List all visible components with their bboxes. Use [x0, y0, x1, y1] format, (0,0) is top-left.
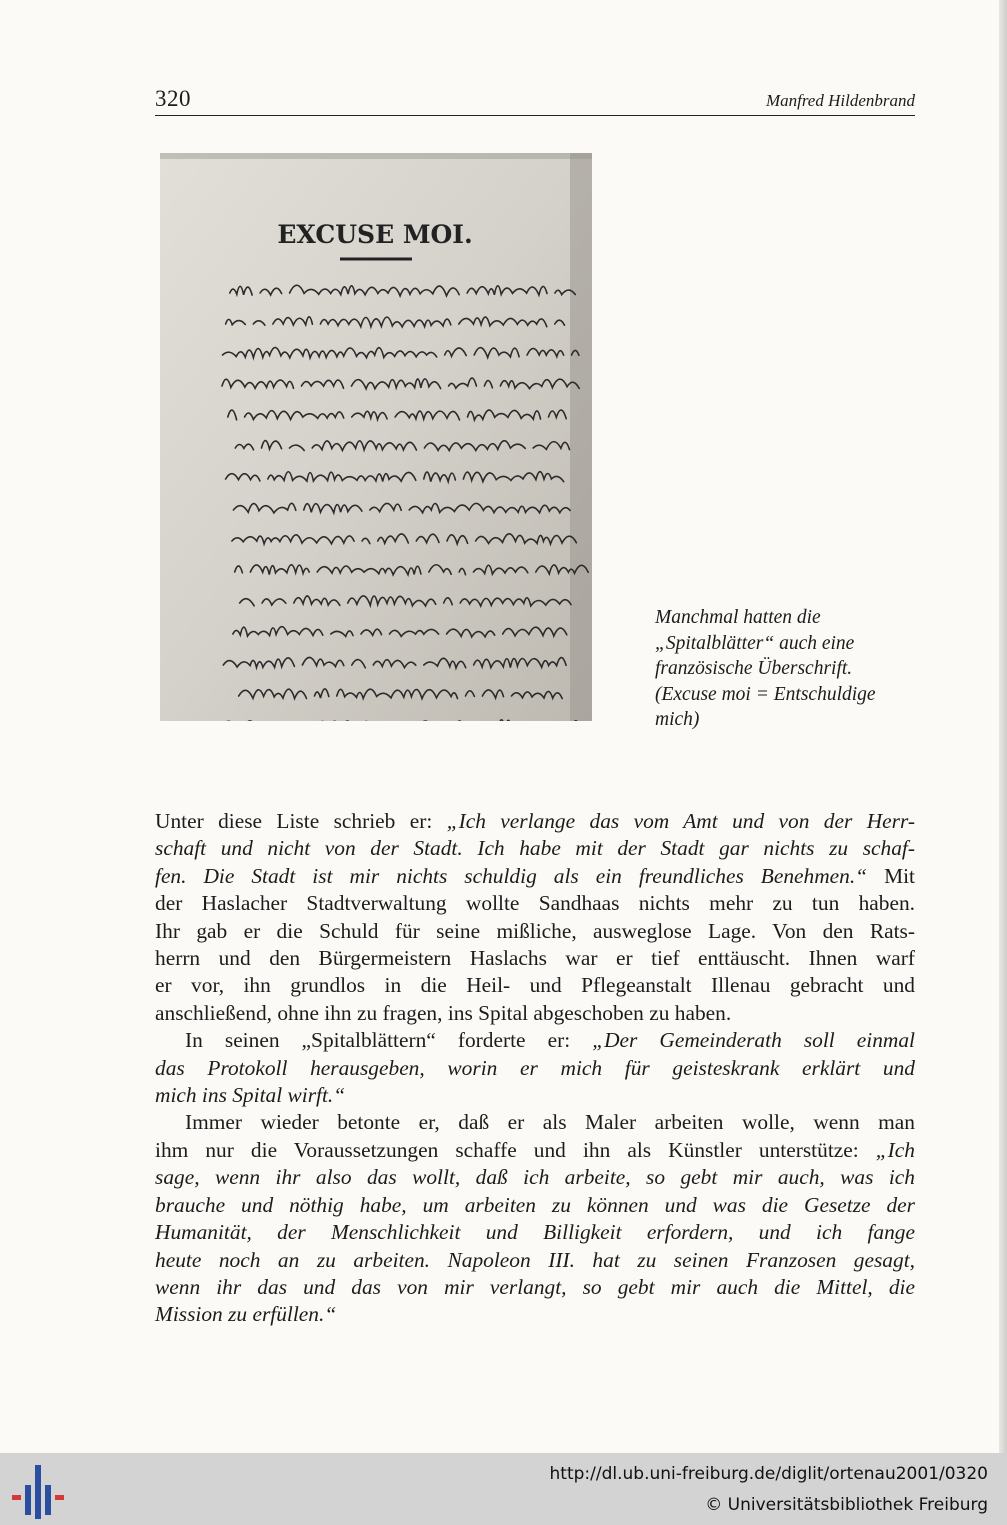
logo-right-dash — [55, 1495, 64, 1500]
quote-text: heute noch an zu arbeiten. Napoleon III. hat zu seinen Franzosen gesagt, — [155, 1247, 915, 1272]
body-line — [155, 808, 915, 835]
quote-text: fen. Die Stadt ist mir nichts schuldig als ein freundliches Benehmen.“ — [155, 863, 868, 888]
header-rule — [155, 115, 915, 116]
body-line — [155, 1219, 915, 1246]
body-line — [155, 1301, 915, 1328]
body-line — [155, 1247, 915, 1274]
body-line — [155, 890, 915, 917]
body-line — [155, 835, 915, 862]
manuscript-title: EXCUSE MOI. — [277, 220, 473, 249]
caption-line: Manchmal hatten die — [655, 607, 821, 628]
logo-left-dash — [12, 1495, 21, 1500]
body-text-run: anschließend, ohne ihn zu fragen, ins Spital abgeschoben zu haben. — [155, 1000, 732, 1025]
body-text-run: Ihr gab er die Schuld für seine mißliche, ausweglose Lage. Von den Rats- — [155, 918, 915, 943]
quote-text: wenn ihr das und das von mir verlangt, so gebt mir auch die Mittel, die — [155, 1274, 915, 1299]
quote-text: „Ich verlange das vom Amt und von der Herr- — [446, 809, 915, 833]
body-line — [155, 972, 915, 999]
manuscript-image — [160, 153, 592, 721]
body-line — [155, 1000, 915, 1027]
library-logo — [12, 1465, 64, 1519]
body-text-run: In seinen „Spitalblättern“ forderte er: — [185, 1028, 593, 1053]
body-text-run: der Haslacher Stadtverwaltung wollte Sandhaas nichts mehr zu tun haben. — [155, 891, 915, 916]
running-head: Manfred Hildenbrand — [765, 91, 915, 110]
body-text-run: ihm nur die Voraussetzungen schaffe und ihn als Künstler unterstütze: — [155, 1137, 876, 1162]
logo-right-bar — [45, 1485, 51, 1515]
body-line — [155, 1109, 915, 1136]
quote-text: das Protokoll herausgeben, worin er mich für geisteskrank erklärt und — [155, 1055, 915, 1080]
body-text-run: herrn und den Bürgermeistern Haslachs war er tief enttäuscht. Ihnen warf — [155, 946, 915, 971]
body-text-run: Unter diese Liste schrieb er: — [155, 809, 447, 833]
caption-line: (Excuse moi = Entschuldige — [655, 683, 876, 705]
body-line — [155, 1082, 915, 1109]
body-text-run: Immer wieder betonte er, daß er als Maler arbeiten wolle, wenn man — [185, 1110, 915, 1135]
page-number: 320 — [155, 86, 191, 111]
quote-text: „Der Gemeinderath soll einmal — [592, 1028, 915, 1053]
body-line — [155, 1055, 915, 1082]
body-text — [155, 808, 915, 1329]
quote-text: „Ich — [875, 1137, 915, 1162]
body-text-run: er vor, ihn grundlos in die Heil- und Pflegeanstalt Illenau gebracht und — [155, 973, 915, 998]
body-text-run: Mit — [867, 863, 915, 888]
body-line — [155, 1027, 915, 1054]
body-line — [155, 863, 915, 890]
manuscript-scan-drawing — [160, 153, 592, 721]
caption-line: „Spitalblätter“ auch eine — [655, 632, 855, 654]
quote-text: Humanität, der Menschlichkeit und Billigkeit erfordern, und ich fange — [155, 1220, 915, 1245]
caption-line: französische Überschrift. — [655, 658, 853, 679]
caption-line: mich) — [655, 709, 700, 730]
quote-text: mich ins Spital wirft.“ — [155, 1083, 346, 1108]
logo-center-bar — [35, 1465, 41, 1519]
body-line — [155, 918, 915, 945]
figure-caption — [655, 605, 917, 733]
body-line — [155, 1164, 915, 1191]
permalink-url[interactable]: http://dl.ub.uni-freiburg.de/diglit/ortenau2001/0320 — [549, 1464, 988, 1484]
body-line — [155, 1192, 915, 1219]
footer-bar — [0, 1453, 1007, 1525]
body-line — [155, 945, 915, 972]
body-line — [155, 1274, 915, 1301]
quote-text: schaft und nicht von der Stadt. Ich habe mit der Stadt gar nichts zu schaf- — [155, 836, 915, 861]
quote-text: brauche und nöthig habe, um arbeiten zu können und was die Gesetze der — [155, 1192, 915, 1217]
quote-text: sage, wenn ihr also das wollt, daß ich arbeite, so gebt mir auch, was ich — [155, 1165, 915, 1190]
body-line — [155, 1137, 915, 1164]
quote-text: Mission zu erfüllen.“ — [155, 1302, 337, 1327]
logo-left-bar — [25, 1485, 31, 1515]
copyright-notice: © Universitätsbibliothek Freiburg — [705, 1495, 988, 1515]
